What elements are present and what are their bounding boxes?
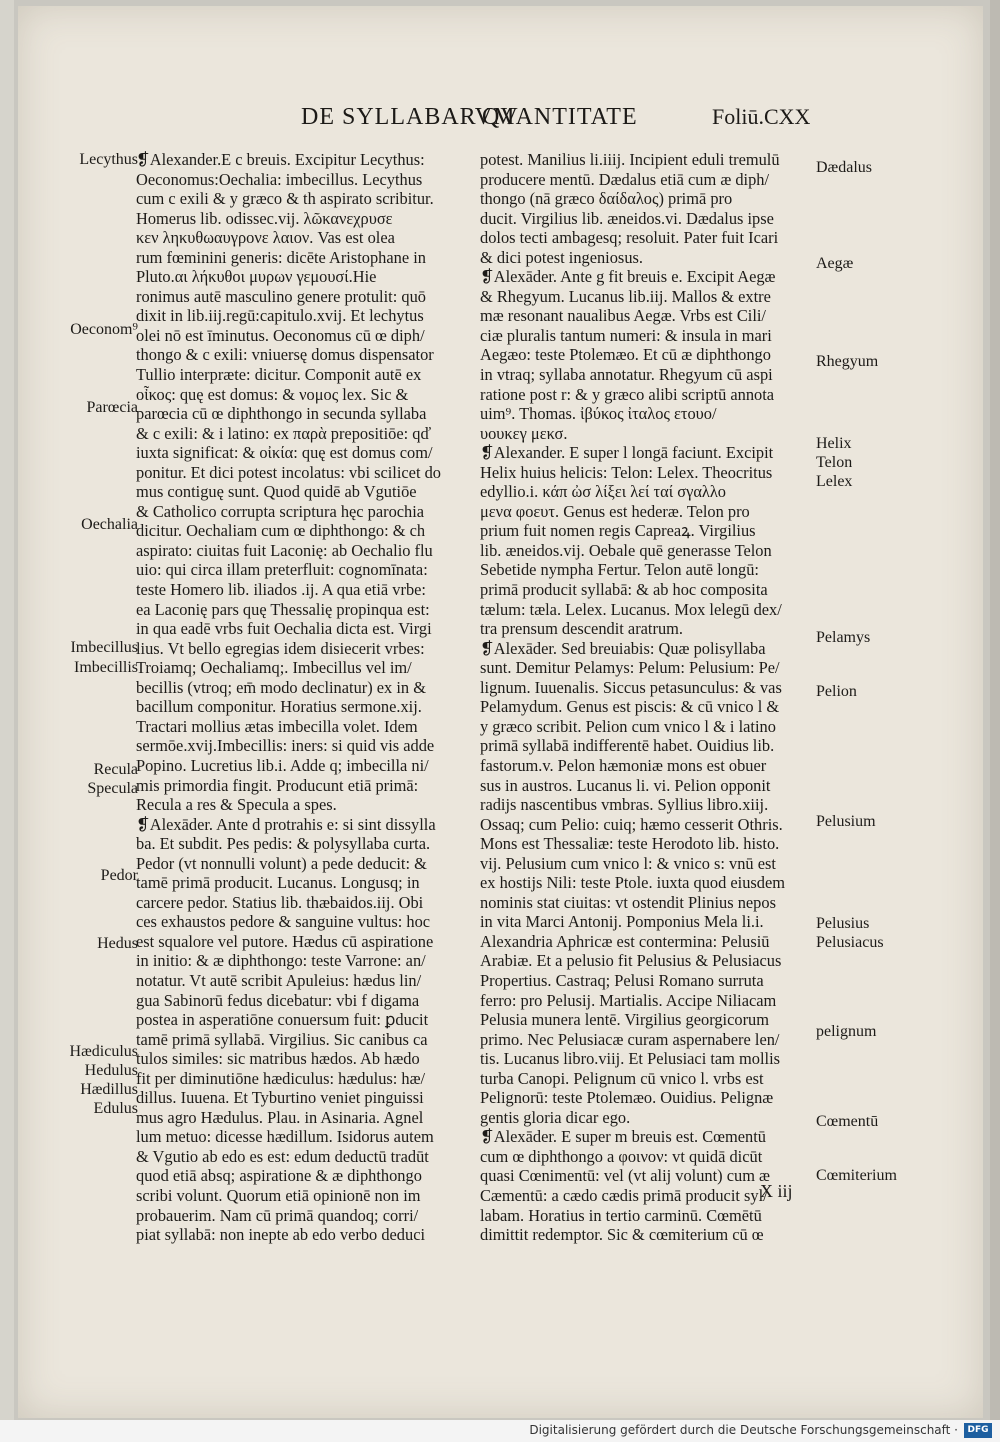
text-line: Sebetide nympha Fertur. Telon autē longū: [480,560,759,580]
text-line: dillus. Iuuena. Et Tyburtino veniet pinguissi [136,1088,424,1108]
text-line: & c exili: & i latino: ex παρὰ prepositiōe: qď [136,423,432,443]
text-line: ronimus autē masculino genere protulit: quō [136,286,426,306]
text-line: lib. æneidos.vij. Oebale quē generasse Telon [480,540,772,560]
text-line: ❡Alexander. E super l longā faciunt. Excipit [480,443,774,463]
text-line: iuxta significat: & οἰκία: quę est domus com/ [136,443,433,463]
margin-note-right: pelignum [816,1023,877,1040]
text-line: ❡Alexāder. E super m breuis est. Cœmentū [480,1127,766,1147]
text-line: carcere pedor. Statius lib. thæbaidos.iij. Obi [136,892,424,912]
text-line: Propertius. Castraq; Pelusi Romano surruta [480,970,764,990]
text-line: & Catholico corrupta scriptura hęc parochia [136,501,425,521]
text-line: υουκεγ μεκσ. [480,423,568,443]
text-line: ❡Alexāder. Ante d protrahis e: si sint dissylla [136,814,436,834]
text-line: ex hostijs Nili: teste Ptole. iuxta quod eiusdem [480,873,786,893]
text-line: Homerus lib. odissec.vij. λῶκανεχρυσε [136,208,393,228]
text-line: primā producit syllabā: & ab hoc composita [480,580,768,600]
text-line: ❡Alexāder. Ante g fit breuis e. Excipit Aegæ [480,267,776,287]
text-line: ciæ pluralis tantum numeri: & insula in mari [480,325,772,345]
text-line: in initio: & æ diphthongo: teste Varrone: an/ [136,951,426,971]
text-line: turba Canopi. Pelignum cū vnico l. vrbs est [480,1068,764,1088]
text-line: thongo (nā græco δαίδαλος) primā pro [480,189,733,209]
text-line: olei nō est īminutus. Oeconomus cū œ diph/ [136,325,425,345]
text-line: Oeconomus:Oechalia: imbecillus. Lecythus [136,169,423,189]
footer-bar [0,1420,1000,1442]
text-line: prium fuit nomen regis Capreaꝝ. Virgilius [480,521,756,541]
text-line: mus contiguę sunt. Quod quidē ab Vgutiōe [136,482,417,502]
text-line: sermōe.xvij.Imbecillis: iners: si quid vis adde [136,736,435,756]
text-line: ratione post r: & y græco alibi scriptū annota [480,384,775,404]
margin-note-right: Rhegyum [816,353,879,370]
text-line: Aegæo: teste Ptolemæo. Et cū æ diphthongo [480,345,771,365]
text-line: vij. Pelusium cum vnico l: & vnico s: vnū est [480,853,776,873]
margin-note-right: Dædalus [816,159,872,176]
text-line: primā syllabā indifferentē habet. Ouidius lib. [480,736,775,756]
text-line: cum c exili & y græco & th aspirato scribitur. [136,189,434,209]
scan-right-edge [990,0,1000,1442]
text-line: tamē primā syllabā. Virgilius. Sic canibus ca [136,1029,428,1049]
text-line: piat syllabā: non inepte ab edo verbo deduci [136,1225,426,1245]
text-line: producere mentū. Dædalus etiā cum æ diph/ [480,169,770,189]
text-line: tamē primā producit. Lucanus. Longusq; in [136,873,420,893]
text-line: tælum: tæla. Lelex. Lucanus. Mox lelegū dex/ [480,599,782,619]
margin-note-left: Recula [93,761,138,778]
text-line: sunt. Demitur Pelamys: Pelum: Pelusium: Pe/ [480,658,780,678]
text-line: tis. Lucanus libro.viij. Et Pelusiaci tam mollis [480,1049,781,1069]
text-line: Pedor (vt nonnulli volunt) a pede deducit: & [136,853,427,873]
text-line: Arabiæ. Et a pelusio fit Pelusius & Pelusiacus [480,951,782,971]
margin-note-right: Lelex [816,473,853,490]
folio-number: Foliū.CXX [712,104,811,129]
text-line: mus agro Hædulus. Plau. in Asinaria. Agnel [136,1107,424,1127]
text-line: ba. Et subdit. Pes pedis: & polysyllaba curta. [136,834,431,854]
text-line: gua Sabinorū fedus dicebatur: vbi f digama [136,990,420,1010]
text-line: labam. Horatius in tertio carminū. Cœmētū [480,1205,762,1225]
text-line: bacillum componitur. Horatius sermone.xij. [136,697,422,717]
running-head-left: DE SYLLABARVM [301,104,516,130]
text-line: mis primordia fingit. Producunt etiā primā: [136,775,419,795]
text-line: ❡Alexander.E c breuis. Excipitur Lecythus: [136,150,425,169]
text-line: dimittit redemptor. Sic & cœmiterium cū œ [480,1225,764,1245]
margin-note-left: Imbecillus [70,639,138,656]
text-line: Tractari mollius ætas imbecilla volet. Idem [136,716,418,736]
text-line: Pluto.αι λήκυθοι μυρων γεμουσί.Hie [136,267,377,287]
text-line: ea Laconię pars quę Thessalię propinqua est: [136,599,430,619]
margin-note-left: Edulus [93,1100,138,1117]
footer-credit: Digitalisierung gefördert durch die Deutsche Forschungsgemeinschaft · [529,1423,958,1437]
text-line: radijs nascentibus vmbras. Syllius libro.xiij. [480,795,769,815]
text-line: primo. Nec Pelusiacæ curam aspernabere len/ [480,1029,780,1049]
text-line: gentis gloria dicar ego. [480,1107,631,1127]
margin-note-right: Pelion [816,683,857,700]
text-line: thongo & c exili: vniuersę domus dispensator [136,345,434,365]
margin-note-right: Pelusiacus [816,934,884,951]
margin-note-left: Hædillus [80,1081,138,1098]
left-text-column [136,150,476,1245]
margin-note-right: Pelusium [816,813,876,830]
text-line: teste Homero lib. iliados .ij. A qua etiā vrbe: [136,580,426,600]
margin-note-right: Pelusius [816,915,870,932]
text-line: cum œ diphthongo a φοινον: vt quidā dicūt [480,1146,763,1166]
text-line: Tullio interpræte: dicitur. Componit autē ex [136,365,422,385]
text-line: Ossaq; cum Pelio: cuiq; hæmo cesserit Othris. [480,814,783,834]
text-line: dicitur. Oechaliam cum œ diphthongo: & ch [136,521,426,541]
text-line: Pelusia munera lentē. Virgilius georgicorum [480,1010,769,1030]
text-line: & dici potest ingeniosus. [480,247,643,267]
text-line: y græco scribit. Pelion cum vnico l & i latino [480,716,776,736]
text-line: Pelignorū: teste Ptolemæo. Ouidius. Pelignæ [480,1088,774,1108]
margin-note-left: Hedus [97,935,138,952]
text-line: lignum. Iuuenalis. Siccus petasunculus: & vas [480,677,782,697]
text-line: notatur. Vt autē scribit Apuleius: hædus lin/ [136,970,422,990]
text-line: κεν ληκυθωαυγρονε λαιον. Vas est olea [136,228,395,248]
margin-note-left: Hædiculus [69,1043,138,1060]
text-line: & Rhegyum. Lucanus lib.iij. Mallos & extre [480,286,771,306]
dfg-logo-icon: DFG [964,1423,992,1438]
text-line: in vtraq; syllaba annotatur. Rhegyum cū aspi [480,365,773,385]
text-line: dolos tecti ambagesq; resoluit. Pater fuit Icari [480,228,779,248]
text-line: ❡Alexāder. Sed breuiabis: Quæ polisyllaba [480,638,766,658]
text-line: Cæmentū: a cædo cædis primā producit syl/ [480,1185,768,1205]
text-line: quasi Cœnimentū: vel (vt alij volunt) cum æ [480,1166,770,1186]
text-line: probauerim. Nam cū primā quandoq; corri/ [136,1205,419,1225]
text-line: becillis (vtroq; em̄ modo declinatur) ex in & [136,677,426,697]
text-line: mæ resonant naualibus Aegæ. Vrbs est Cili/ [480,306,766,326]
text-line: sus in austros. Lucanus li. vi. Pelion opponit [480,775,771,795]
text-line: rum fœminini generis: dicēte Aristophane in [136,247,426,267]
text-line: est squalore vel putore. Hædus cū aspiratione [136,931,434,951]
margin-note-left: Pedor [100,867,138,884]
text-line: lum metuo: dicesse hædillum. Isidorus autem [136,1127,434,1147]
text-line: in qua eadē vrbs fuit Oechalia dicta est. Virgi [136,619,432,639]
text-line: parœcia cū œ diphthongo in secunda syllaba [136,404,427,424]
text-line: ducit. Virgilius lib. æneidos.vi. Dædalus ipse [480,208,774,228]
text-line: Popino. Lucretius lib.i. Adde q; imbecilla ni/ [136,755,429,775]
text-line: Helix huius helicis: Telon: Lelex. Theocritus [480,462,773,482]
text-line: Mons est Thessaliæ: teste Herodoto lib. histo. [480,834,780,854]
text-line: lius. Vt bello egregias idem disiecerit vrbes: [136,638,425,658]
margin-note-right: Cœmentū [816,1113,879,1130]
text-line: fastorum.v. Pelon hæmoniæ mons est obuer [480,755,767,775]
margin-note-left: Specula [87,780,138,797]
text-line: edyllio.i. κάπ ὠσ λίξει λεί ταί σγαλλο [480,482,726,502]
signature-mark: X iij [760,1181,793,1201]
text-line: nominis stat ciuitas: vt ostendit Plinius nepos [480,892,776,912]
text-line: Troiamq; Oechaliamq;. Imbecillus vel im/ [136,658,412,678]
text-line: tra prensum descendit aratrum. [480,619,683,639]
text-line: uim⁹. Thomas. ἰβύκος ἰταλος ετουο/ [480,404,717,424]
margin-note-left: Lecythus [79,151,138,168]
text-line: ferro: pro Pelusij. Martialis. Accipe Niliacam [480,990,777,1010]
text-line: μενα φοευτ. Genus est hederæ. Telon pro [480,501,750,521]
text-line: in vita Marci Antonij. Pomponius Mela li.i. [480,912,764,932]
text-line: quod etiā absq; aspiratione & æ diphthongo [136,1166,422,1186]
text-line: dixit in lib.iij.regū:capitulo.xvij. Et lechytus [136,306,424,326]
text-line: aspirato: ciuitas fuit Laconię: ab Oechalio flu [136,540,433,560]
text-line: & Vgutio ab edo es est: edum deductū tradūt [136,1146,429,1166]
right-text-column [480,150,816,1245]
margin-note-right: Pelamys [816,629,871,646]
text-line: Recula a res & Specula a spes. [136,795,337,815]
text-line: Pelamydum. Genus est piscis: & cū vnico l & [480,697,780,717]
text-line: postea in asperatiōne conuersum fuit: ꝑducit [136,1010,429,1030]
text-line: ces exhaustos pedore & sanguine vultus: hoc [136,912,431,932]
margin-note-left: Parœcia [86,399,138,416]
scan-left-edge [0,0,14,1442]
text-line: Alexandria Aphricæ est contermina: Pelusiū [480,931,770,951]
text-line: ponitur. Et dici potest incolatus: vbi scilicet do [136,462,442,482]
text-line: fit per diminutiōne hædiculus: hædulus: hæ/ [136,1068,426,1088]
margin-note-right: Cœmiterium [816,1167,897,1184]
running-head-right: QVANTITATE [482,104,638,130]
text-line: uio: qui circa illam preterfluit: cognomīnata: [136,560,428,580]
text-line: οἶκος: quę est domus: & νομος lex. Sic & [136,384,409,404]
text-line: tulos similes: sic matribus hædos. Ab hædo [136,1049,420,1069]
text-line: scribi volunt. Quorum etiā opinionē non im [136,1185,421,1205]
margin-note-right: Helix [816,435,852,452]
margin-note-left: Imbecillis [74,659,138,676]
margin-note-left: Hedulus [84,1062,138,1079]
margin-note-right: Aegæ [816,255,854,272]
text-line: potest. Manilius li.iiij. Incipient eduli tremulū [480,150,780,169]
margin-note-left: Oechalia [81,516,138,533]
margin-note-left: Oeconom⁹ [70,321,138,338]
margin-note-right: Telon [816,454,853,471]
